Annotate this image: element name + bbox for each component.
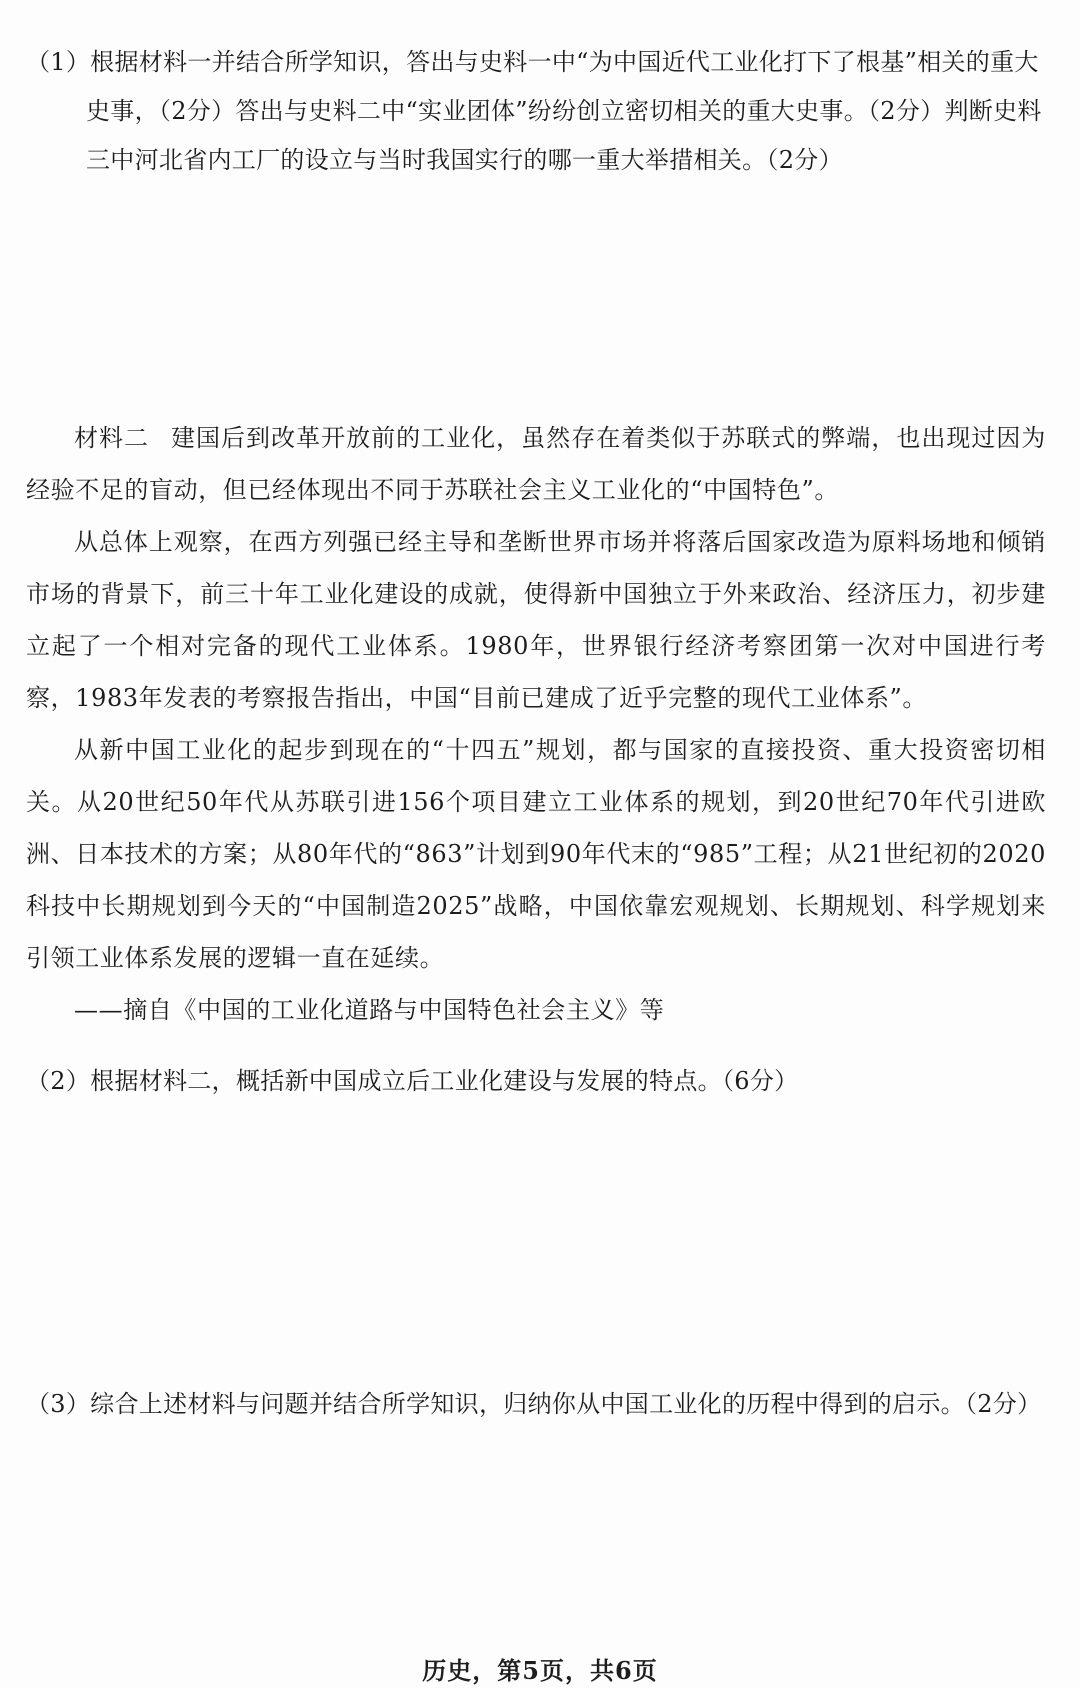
material-2 xyxy=(26,412,1046,1036)
page-footer: 历史，第5页，共6页 xyxy=(422,1656,658,1685)
question-3-text: （3）综合上述材料与问题并结合所学知识，归纳你从中国工业化的历程中得到的启示。（2分） xyxy=(26,1390,1042,1418)
material-2-label: 材料二 xyxy=(74,424,150,452)
question-1-text: （1）根据材料一并结合所学知识，答出与史料一中“为中国近代工业化打下了根基”相关的重大史事，（2分）答出与史料二中“实业团体”纷纷创立密切相关的重大史事。（2分）判断史料三中河北省内工厂的设立与当时我国实行的哪一重大举措相关。（2分） xyxy=(26,48,1042,174)
material-2-paragraph-2: 从总体上观察，在西方列强已经主导和垄断世界市场并将落后国家改造为原料场地和倾销市场的背景下，前三十年工业化建设的成就，使得新中国独立于外来政治、经济压力，初步建立起了一个相对完备的现代工业体系。1980年，世界银行经济考察团第一次对中国进行考察，1983年发表的考察报告指出，中国“目前已建成了近乎完整的现代工业体系”。 xyxy=(26,528,1046,712)
question-2-text: （2）根据材料二，概括新中国成立后工业化建设与发展的特点。（6分） xyxy=(26,1067,799,1095)
question-3 xyxy=(26,1380,1046,1429)
material-2-paragraph-1 xyxy=(26,412,1046,516)
material-2-paragraph-1-text: 建国后到改革开放前的工业化，虽然存在着类似于苏联式的弊端，也出现过因为经验不足的盲动，但已经体现出不同于苏联社会主义工业化的“中国特色”。 xyxy=(26,424,1046,504)
material-2-paragraph-3: 从新中国工业化的起步到现在的“十四五”规划，都与国家的直接投资、重大投资密切相关。从20世纪50年代从苏联引进156个项目建立工业体系的规划，到20世纪70年代引进欧洲、日本技术的方案；从80年代的“863”计划到90年代末的“985”工程；从21世纪初的2020科技中长期规划到今天的“中国制造2025”战略，中国依靠宏观规划、长期规划、科学规划来引领工业体系发展的逻辑一直在延续。 xyxy=(26,736,1046,972)
question-2 xyxy=(26,1057,1046,1106)
question-1 xyxy=(26,38,1046,185)
material-2-source: ——摘自《中国的工业化道路与中国特色社会主义》等 xyxy=(74,996,665,1024)
